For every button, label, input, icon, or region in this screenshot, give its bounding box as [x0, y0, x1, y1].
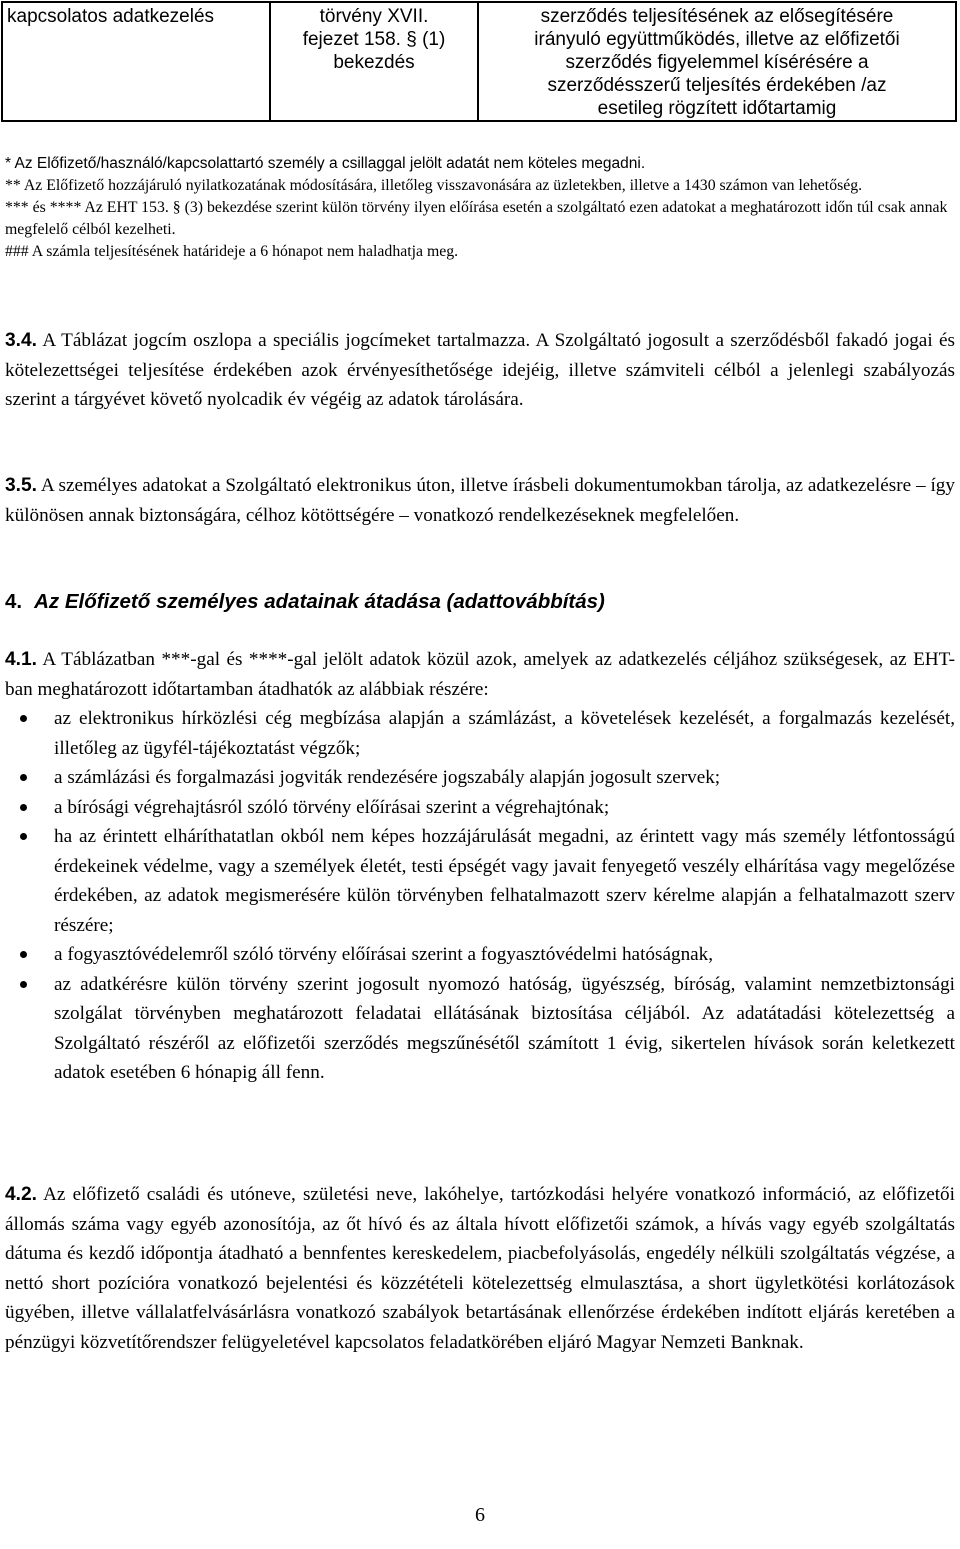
table-cell-line: irányuló együttműködés, illetve az előfizetői: [534, 29, 900, 50]
paragraph: [5, 645, 955, 704]
recipient-list: [5, 704, 955, 1088]
table-cell-line: törvény XVII.: [319, 6, 429, 27]
table-cell-text: kapcsolatos adatkezelés: [7, 6, 215, 27]
table-cell-legal-basis: [270, 2, 478, 121]
data-processing-table: [1, 1, 957, 122]
section-4-2: [5, 1180, 955, 1357]
table-cell-line: szerződésszerű teljesítés érdekében /az: [547, 75, 887, 96]
table-cell-line: szerződés teljesítésének az elősegítésére: [540, 6, 894, 27]
paragraph: [5, 326, 955, 415]
table-cell-duration: [478, 2, 956, 121]
paragraph-text: A személyes adatokat a Szolgáltató elektronikus úton, illetve írásbeli dokumentumokban tárolja, az adatkezelésre – így különösen annak biztonságára, célhoz kötöttségére – vonatkozó rendelkezéseknek megfelelően.: [5, 475, 955, 526]
table-cell-line: fejezet 158. § (1): [302, 29, 446, 50]
section-number: 3.5.: [5, 475, 38, 496]
table-cell-line: bekezdés: [333, 52, 415, 73]
list-item: az elektronikus hírközlési cég megbízása alapján a számlázást, a követelések kezelését, a forgalmazás kezelését, illetőleg az ügyfél-tájékoztatást végzők;: [5, 704, 955, 763]
footnote: * Az Előfizető/használó/kapcsolattartó személy a csillaggal jelölt adatát nem köteles megadni.: [5, 155, 646, 172]
paragraph-text: A Táblázat jogcím oszlopa a speciális jogcímeket tartalmazza. A Szolgáltató jogosult a szerződésből fakadó jogai és kötelezettségei teljesítése érdekében azok érvényesíthetősége idejéig, illetve számviteli célból a jelenlegi szabályozás szerint a tárgyévet követő nyolcadik év végéig az adatok tárolására.: [5, 330, 955, 410]
table-cell-line: szerződés figyelemmel kísérésére a: [565, 52, 869, 73]
footnotes: [5, 153, 955, 263]
paragraph-text: Az előfizető családi és utóneve, születési neve, lakóhelye, tartózkodási helyére vonatkozó információ, az előfizetői állomás száma vagy egyéb azonosítója, az őt hívó és az általa hívott előfizetői számok, a hívás vagy egyéb szolgáltatás dátuma és kezdő időpontja átadható a bennfentes kereskedelem, piacbefolyásolás, engedély nélküli szolgáltatás végzése, a nettó short pozícióra vonatkozó bejelentési és közzétételi kötelezettség elmulasztása, a short ügyletkötési korlátozások ügyében, illetve vállalatfelvásárlásra vonatkozó szabályok betartásának ellenőrzése érdekében indított eljárás keretében a pénzügyi közvetítőrendszer felügyeletével kapcsolatos feladatkörében eljáró Magyar Nemzeti Banknak.: [5, 1184, 955, 1353]
list-item: ha az érintett elháríthatatlan okból nem képes hozzájárulását megadni, az érintett vagy más személy létfontosságú érdekeinek védelme, vagy a személyek életét, testi épségét vagy javait fenyegető veszély elhárítása vagy megelőzése érdekében, az adatok megismerésére külön törvényben felhatalmazott szerv kérelme alapján a felhatalmazott szerv részére;: [5, 822, 955, 940]
page-number: 6: [475, 1504, 485, 1526]
list-item: a fogyasztóvédelemről szóló törvény előírásai szerint a fogyasztóvédelmi hatóságnak,: [5, 940, 955, 970]
paragraph-text: A Táblázatban ***-gal és ****-gal jelölt adatok közül azok, amelyek az adatkezelés céljához szükségesek, az EHT-ban meghatározott időtartamban átadhatók az alábbiak részére:: [5, 649, 955, 700]
paragraph: [5, 1180, 955, 1357]
section-4-1: [5, 645, 955, 1088]
section-heading-4: [5, 587, 955, 617]
section-number: 4.2.: [5, 1184, 38, 1205]
list-item: a számlázási és forgalmazási jogviták rendezésére jogszabály alapján jogosult szervek;: [5, 763, 955, 793]
footnote: ** Az Előfizető hozzájáruló nyilatkozatának módosítására, illetőleg visszavonására az üzletekben, illetve a 1430 számon van lehetőség.: [5, 177, 863, 194]
table-cell-line: esetileg rögzített időtartamig: [597, 98, 837, 119]
table-row: [2, 2, 956, 121]
paragraph: [5, 471, 955, 530]
list-item: az adatkérésre külön törvény szerint jogosult nyomozó hatóság, ügyészség, bíróság, valamint nemzetbiztonsági szolgálat törvényben meghatározott feladatai ellátásának biztosítása céljából. Az adatátadási kötelezettség a Szolgáltató részéről az előfizetői szerződés megszűnésétől számított 1 évig, sikertelen hívások során keletkezett adatok esetében 6 hónapig áll fenn.: [5, 970, 955, 1088]
footnote: ### A számla teljesítésének határideje a 6 hónapot nem haladhatja meg.: [5, 243, 459, 260]
section-3-5: [5, 471, 955, 530]
section-number: 3.4.: [5, 330, 38, 351]
footnote: *** és **** Az EHT 153. § (3) bekezdése szerint külön törvény ilyen előírása esetén a szolgáltató ezen adatokat a meghatározott időn túl csak annak megfelelő célból kezelheti.: [5, 199, 948, 238]
heading-number: 4.: [5, 590, 23, 613]
section-number: 4.1.: [5, 649, 38, 670]
list-item: a bírósági végrehajtásról szóló törvény előírásai szerint a végrehajtónak;: [5, 793, 955, 823]
table-cell-purpose: [2, 2, 270, 121]
section-3-4: [5, 326, 955, 415]
heading-text: Az Előfizető személyes adatainak átadása (adattovábbítás): [34, 590, 605, 613]
